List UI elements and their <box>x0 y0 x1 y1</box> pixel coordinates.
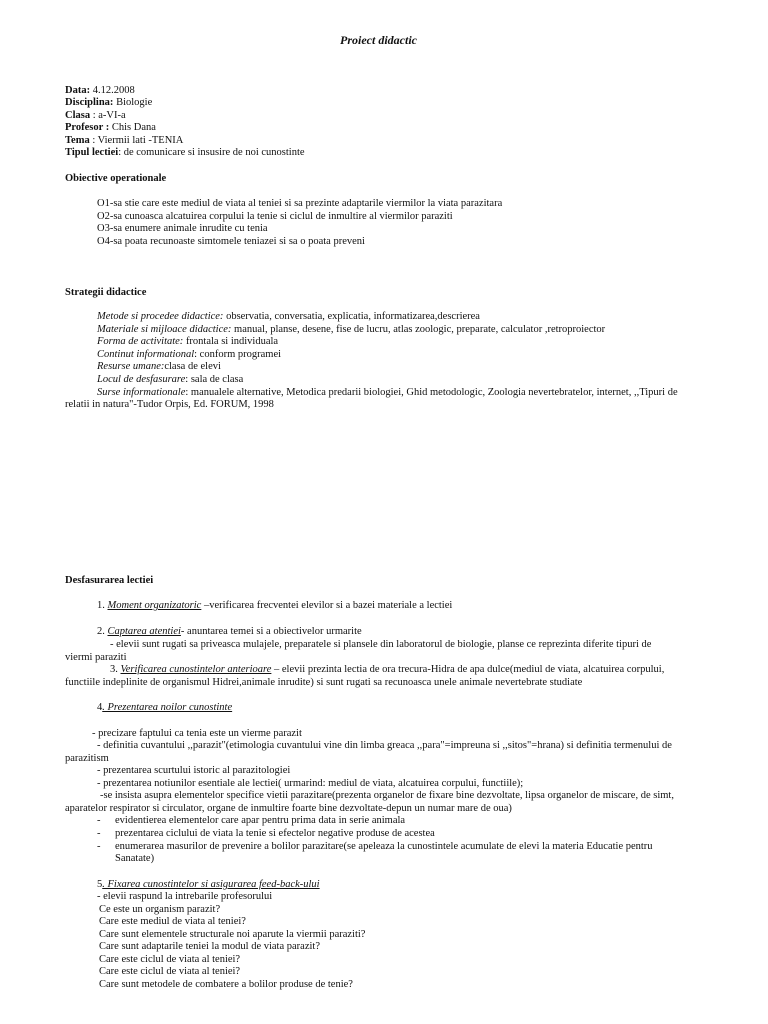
strategy-activity-form <box>97 336 278 349</box>
activity-form-label: Forma de activitate: <box>97 336 184 347</box>
step-3-text: – elevii prezinta lectia de ora trecura-Hidra de apa dulce(mediul de viata, alcatuirea corpului, <box>271 664 665 675</box>
step-4-line: - prezentarea scurtului istoric al parazitologiei <box>97 765 291 776</box>
question-item: Care este ciclul de viata al teniei? <box>99 966 241 977</box>
strategy-sources-cont: relatii in natura"-Tudor Orpis, Ed. FORUM, 1998 <box>65 399 274 410</box>
methods-value: observatia, conversatia, explicatia, informatizarea,descrierea <box>223 311 480 322</box>
header-teacher <box>65 122 156 135</box>
question-item: Care sunt adaptarile teniei la modul de viata parazit? <box>99 941 320 952</box>
bullet-item: prezentarea ciclului de viata la tenie si efectelor negative produse de acestea <box>115 828 435 839</box>
content-value: : conform programei <box>194 349 282 360</box>
lesson-heading: Desfasurarea lectiei <box>65 575 154 586</box>
bullet-item-cont: Sanatate) <box>115 853 155 864</box>
step-2-text: - anuntarea temei si a obiectivelor urmarite <box>180 626 362 637</box>
strategy-content <box>97 349 281 362</box>
strategies-heading: Strategii didactice <box>65 287 147 298</box>
step-2-line: viermi paraziti <box>65 652 127 663</box>
bullet-marker: - <box>97 815 101 826</box>
header-class <box>65 110 126 123</box>
lesson-type-label: Tipul lectiei <box>65 147 119 158</box>
human-resources-value: clasa de elevi <box>164 361 221 372</box>
header-discipline <box>65 97 152 110</box>
step-1 <box>97 600 452 613</box>
bullet-item: enumerarea masurilor de prevenire a bolilor parazitare(se apeleaza la cunostintele acumulate de elevi la materia Educatie pentru <box>115 841 653 852</box>
discipline-value: Biologie <box>113 97 153 108</box>
discipline-label: Disciplina: <box>65 97 114 108</box>
sources-value: : manualele alternative, Metodica predarii biologiei, Ghid metodologic, Zoologia nevertebratelor, internet, ,,Tipuri de <box>185 387 678 398</box>
step-5-number: 5 <box>97 879 103 890</box>
bullet-marker: - <box>97 841 101 852</box>
step-4-line: - prezentarea notiunilor esentiale ale lectiei( urmarind: mediul de viata, alcatuirea corpului, functiile); <box>97 778 524 789</box>
objective-item: O3-sa enumere animale inrudite cu tenia <box>97 223 268 234</box>
question-item: Care este ciclul de viata al teniei? <box>99 954 241 965</box>
step-4-title: . Prezentarea noilor cunostinte <box>102 702 233 713</box>
step-1-number: 1. <box>97 600 108 611</box>
date-value: 4.12.2008 <box>90 85 135 96</box>
step-1-title: Moment organizatoric <box>107 600 202 611</box>
date-label: Data: <box>65 85 91 96</box>
methods-label: Metode si procedee didactice: <box>97 311 224 322</box>
strategy-materials <box>97 324 605 337</box>
header-lesson-type <box>65 147 305 160</box>
step-4-line: - definitia cuvantului ,,parazit"(etimologia cuvantului vine din limba greaca ,,para"=impreuna si ,,sitos"=hrana) si definitia termenului de <box>97 740 672 751</box>
teacher-label: Profesor : <box>65 122 110 133</box>
strategy-human-resources <box>97 361 221 374</box>
step-1-text: –verificarea frecventei elevilor si a bazei materiale a lectiei <box>201 600 453 611</box>
question-item: Care sunt elementele structurale noi aparute la viermii paraziti? <box>99 929 366 940</box>
teacher-value: Chis Dana <box>109 122 156 133</box>
question-item: Care este mediul de viata al teniei? <box>99 916 246 927</box>
activity-form-value: frontala si individuala <box>183 336 279 347</box>
step-4 <box>97 702 232 715</box>
class-label: Clasa <box>65 110 91 121</box>
human-resources-label: Resurse umane: <box>97 361 165 372</box>
question-item: Care sunt metodele de combatere a bolilor produse de tenie? <box>99 979 353 990</box>
objective-item: O1-sa stie care este mediul de viata al teniei si sa prezinte adaptarile viermilor la viata parazitara <box>97 198 503 209</box>
step-4-number: 4 <box>97 702 103 713</box>
objectives-heading: Obiective operationale <box>65 173 167 184</box>
step-2-line: - elevii sunt rugati sa priveasca mulajele, preparatele si plansele din laboratorul de biologie, planse ce reprezinta diferite tipuri de <box>110 639 652 650</box>
materials-value: manual, planse, desene, fise de lucru, atlas zoologic, preparate, calculator ,retroproiector <box>231 324 606 335</box>
step-3-number: 3. <box>110 664 121 675</box>
header-date <box>65 85 135 98</box>
materials-label: Materiale si mijloace didactice: <box>97 324 232 335</box>
location-label: Locul de desfasurare <box>97 374 186 385</box>
document-title: Proiect didactic <box>340 33 417 47</box>
theme-value: : Viermii lati -TENIA <box>89 135 184 146</box>
step-4-line: -se insista asupra elementelor specifice vietii parazitare(prezenta organelor de fixare bine dezvoltate, lipsa organelor de miscare, de simt, <box>100 790 674 801</box>
content-label: Continut informational <box>97 349 195 360</box>
step-4-line: - precizare faptului ca tenia este un vierme parazit <box>92 728 302 739</box>
class-value: : a-VI-a <box>90 110 126 121</box>
header-theme <box>65 135 183 148</box>
step-5-intro: - elevii raspund la intrebarile profesorului <box>97 891 273 902</box>
bullet-marker: - <box>97 828 101 839</box>
question-item: Ce este un organism parazit? <box>99 904 221 915</box>
bullet-item: evidentierea elementelor care apar pentru prima data in serie animala <box>115 815 406 826</box>
step-5-title: . Fixarea cunostintelor si asigurarea feed-back-ului <box>102 879 320 890</box>
strategy-methods <box>97 311 480 324</box>
strategy-sources <box>97 387 678 400</box>
step-3-line: functiile indeplinite de organismul Hidrei,animale inrudite) si sunt rugati sa recunoasca unele animale nevertebrate studiate <box>65 677 583 688</box>
sources-label: Surse informationale <box>97 387 186 398</box>
step-4-line: parazitism <box>65 753 109 764</box>
step-3 <box>110 664 664 677</box>
step-2-number: 2. <box>97 626 108 637</box>
theme-label: Tema <box>65 135 90 146</box>
lesson-type-value: : de comunicare si insusire de noi cunostinte <box>118 147 305 158</box>
location-value: : sala de clasa <box>185 374 244 385</box>
step-2-title: Captarea atentiei <box>107 626 181 637</box>
step-5 <box>97 879 320 892</box>
objective-item: O2-sa cunoasca alcatuirea corpului la tenie si ciclul de inmultire al viermilor paraziti <box>97 211 453 222</box>
objective-item: O4-sa poata recunoaste simtomele teniazei si sa o poata preveni <box>97 236 365 247</box>
step-4-line: aparatelor respirator si circulator, organe de inmultire foarte bine dezvoltate-depun un numar mare de oua) <box>65 803 512 814</box>
strategy-location <box>97 374 243 387</box>
step-3-title: Verificarea cunostintelor anterioare <box>120 664 272 675</box>
step-2 <box>97 626 362 639</box>
